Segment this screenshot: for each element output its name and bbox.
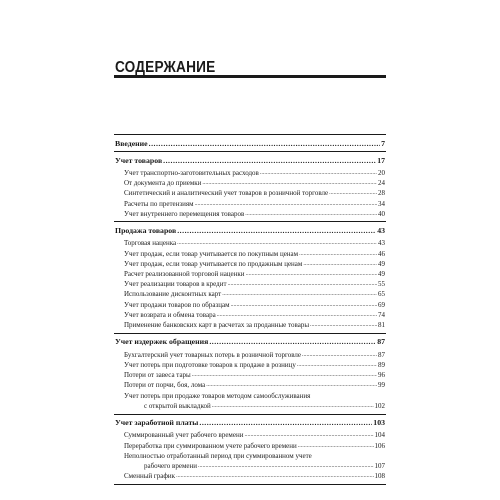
entry-row <box>124 279 385 289</box>
dot-leader <box>231 300 378 310</box>
entry-title: Учет внутреннего перемещения товаров <box>124 209 245 218</box>
entry-row <box>124 380 385 390</box>
entry-title: Учет возврата и обмена товара <box>124 310 216 319</box>
entry-page-number: 81 <box>378 321 385 330</box>
entry-title: Бухгалтерский учет товарных потерь в розничной торговле <box>124 350 302 359</box>
dot-leader <box>297 360 377 370</box>
entry-row <box>124 350 385 360</box>
dot-leader <box>177 238 377 248</box>
toc-entry <box>114 209 386 219</box>
entry-title: От документа до приемки <box>124 179 202 188</box>
toc-entry <box>114 380 386 390</box>
dot-leader <box>163 155 376 166</box>
entry-page-number: 104 <box>374 431 385 440</box>
dot-leader <box>198 461 373 471</box>
section-title: Продажа товаров <box>115 226 177 236</box>
toc-entry <box>114 259 386 269</box>
toc-entry <box>114 391 386 411</box>
entry-row <box>124 441 385 451</box>
entry-title: Применение банковских карт в расчетах за проданные товары <box>124 321 310 330</box>
dot-leader <box>176 471 373 481</box>
entry-row <box>124 360 385 370</box>
entry-page-number: 89 <box>378 360 385 369</box>
section-items <box>114 430 386 484</box>
entry-page-number: 87 <box>378 350 385 359</box>
entry-page-number: 102 <box>374 401 385 410</box>
entry-row <box>124 401 385 411</box>
dot-leader <box>149 138 380 149</box>
entry-page-number: 49 <box>378 270 385 279</box>
dot-leader <box>222 289 377 299</box>
dot-leader <box>302 350 377 360</box>
toc-entry <box>114 178 386 188</box>
entry-row <box>124 259 385 269</box>
entry-row <box>124 430 385 440</box>
dot-leader <box>310 320 377 330</box>
entry-page-number: 43 <box>378 239 385 248</box>
entry-page-number: 49 <box>378 259 385 268</box>
toc-entry <box>114 199 386 209</box>
dot-leader <box>299 249 377 259</box>
dot-leader <box>217 310 377 320</box>
entry-page-number: 34 <box>378 199 385 208</box>
toc-section <box>114 221 386 332</box>
page-title: СОДЕРЖАНИЕ <box>115 59 216 76</box>
entry-page-number: 74 <box>378 310 385 319</box>
entry-title-continuation: рабочего времени <box>144 462 198 471</box>
entry-title: Учет продаж, если товар учитывается по покупным ценам <box>124 249 299 258</box>
entry-page-number: 28 <box>378 189 385 198</box>
entry-row <box>124 289 385 299</box>
entry-title: Расчет реализованной торговой наценки <box>124 270 245 279</box>
toc-entry <box>114 300 386 310</box>
entry-page-number: 65 <box>378 290 385 299</box>
entry-page-number: 96 <box>378 371 385 380</box>
section-heading <box>115 336 385 347</box>
entry-row <box>124 249 385 259</box>
toc-entry <box>114 370 386 380</box>
toc-entry <box>114 441 386 451</box>
section-title: Учет товаров <box>115 155 163 165</box>
entry-row <box>124 178 385 188</box>
toc-entry <box>114 168 386 178</box>
entry-page-number: 108 <box>374 472 385 481</box>
entry-title: Потери от порчи, боя, лома <box>124 381 206 390</box>
entry-page-number: 55 <box>378 280 385 289</box>
toc-entry <box>114 238 386 248</box>
toc-section <box>114 151 386 222</box>
entry-title: Учет реализации товаров в кредит <box>124 280 227 289</box>
entry-title: Расчеты по претензиям <box>124 199 194 208</box>
dot-leader <box>199 417 372 428</box>
dot-leader <box>228 279 377 289</box>
dot-leader <box>329 188 377 198</box>
section-page-number: 87 <box>377 337 385 347</box>
toc-section <box>114 134 386 149</box>
section-items <box>114 168 386 222</box>
entry-row <box>124 471 385 481</box>
dot-leader <box>244 430 373 440</box>
entry-row <box>124 300 385 310</box>
toc-entry <box>114 188 386 198</box>
dot-leader <box>246 269 377 279</box>
table-of-contents <box>114 134 386 485</box>
entry-title: Потери от завеса тары <box>124 371 191 380</box>
entry-title: Сменный график <box>124 472 176 481</box>
toc-entry <box>114 279 386 289</box>
toc-entry <box>114 269 386 279</box>
dot-leader <box>212 401 374 411</box>
entry-title: Использование дисконтных карт <box>124 290 222 299</box>
entry-page-number: 107 <box>374 462 385 471</box>
entry-title: Учет продажи товаров по образцам <box>124 300 230 309</box>
section-title: Введение <box>115 138 148 148</box>
entry-row <box>124 320 385 330</box>
entry-row <box>124 199 385 209</box>
dot-leader <box>303 259 377 269</box>
section-heading <box>115 417 385 428</box>
toc-entry <box>114 360 386 370</box>
entry-title-line: Учет потерь при продаже товаров методом самообслуживания <box>124 391 311 400</box>
entry-row <box>124 269 385 279</box>
entry-row <box>124 188 385 198</box>
entry-page-number: 106 <box>374 441 385 450</box>
section-title: Учет заработной платы <box>115 418 199 428</box>
section-page-number: 43 <box>377 226 385 236</box>
dot-leader <box>195 199 377 209</box>
section-heading <box>115 138 385 149</box>
entry-title: Учет транспортно-заготовительных расходов <box>124 168 259 177</box>
dot-leader <box>177 225 376 236</box>
entry-page-number: 99 <box>378 381 385 390</box>
dot-leader <box>192 370 377 380</box>
entry-row <box>124 238 385 248</box>
entry-title-continuation: с открытой выкладкой <box>144 401 211 410</box>
entry-title-line: Неполностью отработанный период при суммированном учете <box>124 451 312 460</box>
toc-entry <box>114 471 386 481</box>
entry-page-number: 69 <box>378 300 385 309</box>
entry-row <box>124 370 385 380</box>
dot-leader <box>209 336 376 347</box>
toc-entry <box>114 430 386 440</box>
toc-entry <box>114 249 386 259</box>
entry-page-number: 24 <box>378 179 385 188</box>
entry-row <box>124 310 385 320</box>
entry-page-number: 46 <box>378 249 385 258</box>
dot-leader <box>206 380 377 390</box>
entry-title: Суммированный учет рабочего времени <box>124 431 244 440</box>
section-items <box>114 350 386 414</box>
entry-page-number: 40 <box>378 209 385 218</box>
toc-entry <box>114 350 386 360</box>
entry-title: Торговая наценка <box>124 239 177 248</box>
entry-row <box>124 168 385 178</box>
toc-section <box>114 333 386 414</box>
toc-entry <box>114 451 386 471</box>
dot-leader <box>245 209 377 219</box>
toc-section <box>114 414 386 486</box>
dot-leader <box>202 178 377 188</box>
toc-entry <box>114 289 386 299</box>
entry-row <box>124 461 385 471</box>
section-items <box>114 238 386 332</box>
toc-entry <box>114 320 386 330</box>
toc-entry <box>114 310 386 320</box>
section-page-number: 7 <box>381 138 385 148</box>
entry-page-number: 20 <box>378 168 385 177</box>
dot-leader <box>260 168 377 178</box>
section-page-number: 17 <box>377 155 385 165</box>
section-title: Учет издержек обращения <box>115 337 209 347</box>
section-page-number: 103 <box>373 418 385 428</box>
title-divider <box>114 75 386 78</box>
section-heading <box>115 155 385 166</box>
entry-title: Учет потерь при подготовке товаров к продаже в розницу <box>124 360 296 369</box>
section-heading <box>115 225 385 236</box>
dot-leader <box>298 441 374 451</box>
entry-title: Синтетический и аналитический учет товаров в розничной торговле <box>124 189 329 198</box>
entry-title: Переработка при суммированном учете рабочего времени <box>124 441 297 450</box>
entry-title: Учет продаж, если товар учитывается по продажным ценам <box>124 259 303 268</box>
entry-row <box>124 209 385 219</box>
